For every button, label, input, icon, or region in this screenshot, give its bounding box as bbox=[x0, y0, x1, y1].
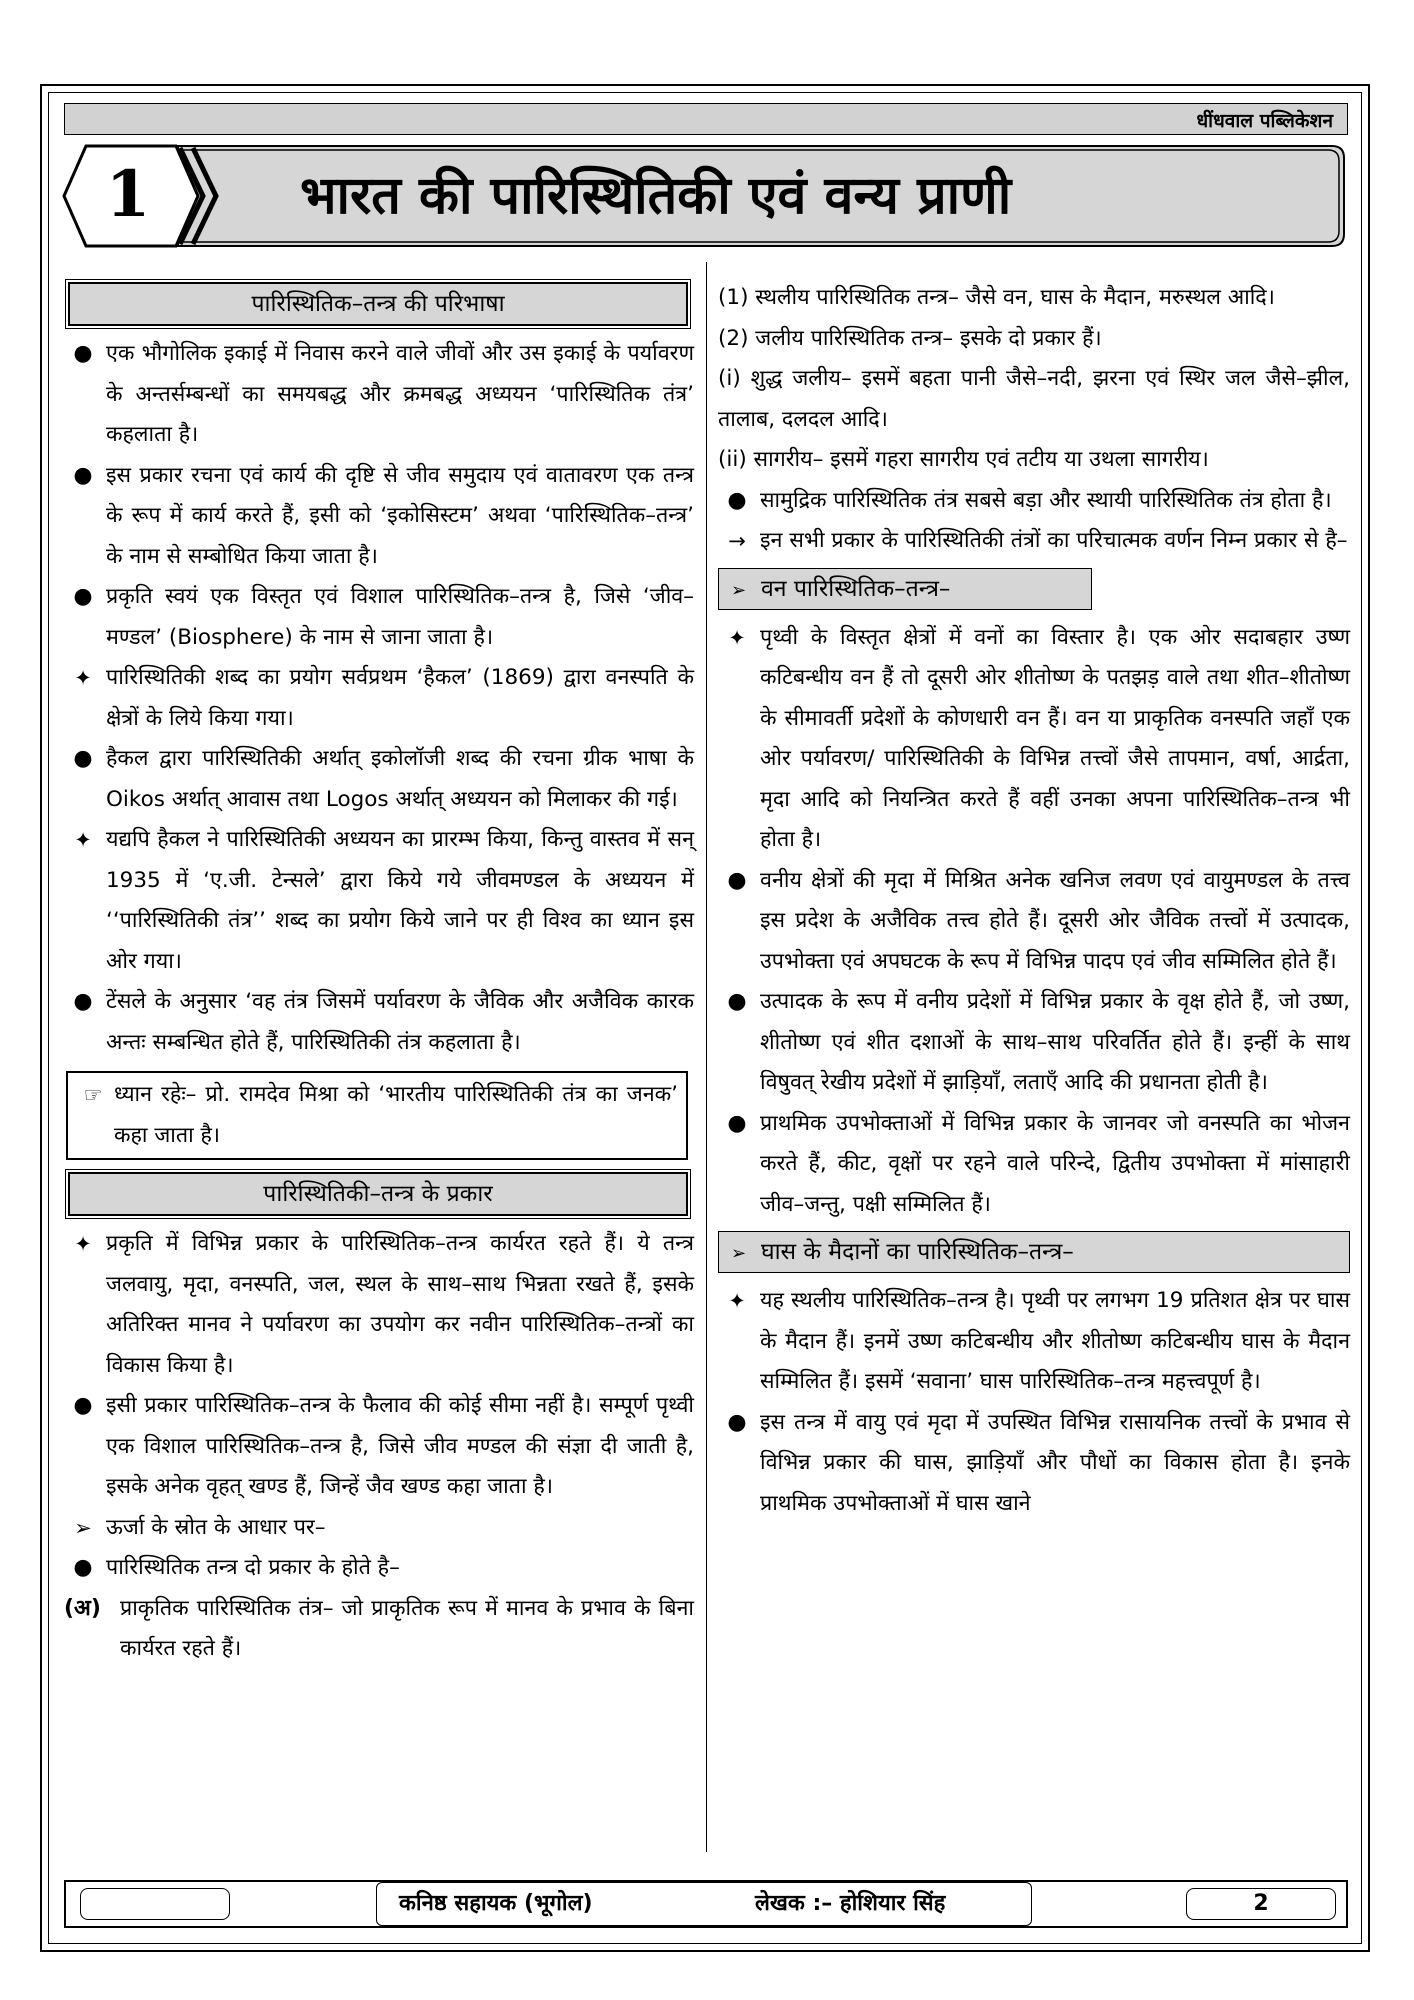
publisher-header-bar bbox=[64, 103, 1348, 135]
list-item: ● इस प्रकार रचना एवं कार्य की दृष्टि से जीव समुदाय एवं वातावरण एक तन्त्र के रूप में कार्य करते हैं, इसी को ‘इकोसिस्टम’ अथवा ‘पारिस्थितिक–तन्त्र’ के नाम से सम्बोधित किया जाता है। bbox=[64, 456, 694, 578]
bullet-icon: ● bbox=[73, 1393, 93, 1418]
list-item: ● इसी प्रकार पारिस्थितिक–तन्त्र के फैलाव की कोई सीमा नहीं है। सम्पूर्ण पृथ्वी एक विशाल पारिस्थितिक–तन्त्र है, जिसे जीव मण्डल की संज्ञा दी जाती है, इसके अनेक वृहत् खण्ड हैं, जिन्हें जैव खण्ड कहा जाता है। bbox=[64, 1386, 694, 1508]
page-number: 2 bbox=[1186, 1888, 1336, 1920]
item-label: (अ) bbox=[64, 1595, 101, 1621]
footer-course: कनिष्ठ सहायक (भूगोल) bbox=[399, 1891, 593, 1916]
bullet-icon: ● bbox=[73, 746, 93, 771]
pointing-hand-icon: ☞ bbox=[83, 1083, 103, 1107]
list-item: ● वनीय क्षेत्रों की मृदा में मिश्रित अनेक खनिज लवण एवं वायुमण्डल के तत्त्व इस प्रदेश के अजैविक तत्त्व होते हैं। दूसरी ओर जैविक तत्त्वों में उत्पादक, उपभोक्ता एवं अपघटक के रूप में विभिन्न पादप एवं जीव सम्मिलित होते हैं। bbox=[718, 861, 1350, 983]
bullet-icon: ● bbox=[73, 462, 93, 488]
bullet-icon: ● bbox=[727, 1110, 747, 1136]
bullet-icon: ● bbox=[73, 989, 93, 1014]
star-bullet-icon: ✦ bbox=[74, 666, 92, 690]
list-item: ✦ पारिस्थितिकी शब्द का प्रयोग सर्वप्रथम ‘हैकल’ (1869) द्वारा वनस्पति के क्षेत्रों के लिये किया गया। bbox=[64, 658, 694, 739]
column-divider bbox=[706, 262, 707, 1852]
paragraph: (1) स्थलीय पारिस्थितिक तन्त्र– जैसे वन, घास के मैदान, मरुस्थल आदि। bbox=[718, 285, 1275, 310]
arrowhead-icon: ➢ bbox=[731, 579, 747, 601]
star-bullet-icon: ✦ bbox=[74, 828, 92, 852]
list-item: ➢ ऊर्जा के स्रोत के आधार पर– bbox=[64, 1508, 694, 1549]
list-item: ✦ प्रकृति में विभिन्न प्रकार के पारिस्थितिक–तन्त्र कार्यरत रहते हैं। ये तन्त्र जलवायु, मृदा, वनस्पति, जल, स्थल के साथ–साथ भिन्नता रखते हैं, इसके अतिरिक्त मानव ने पर्यावरण का उपयोग कर नवीन पारिस्थितिक–तन्त्रों का विकास किया है। bbox=[64, 1224, 694, 1386]
footer-author: लेखक :– होशियार सिंह bbox=[755, 1891, 946, 1916]
list-item: ● टेंसले के अनुसार ‘वह तंत्र जिसमें पर्यावरण के जैविक और अजैविक कारक अन्तः सम्बन्धित होते हैं, पारिस्थितिकी तंत्र कहलाता है। bbox=[64, 982, 694, 1063]
bullet-icon: ● bbox=[73, 584, 93, 609]
subheading-forest-ecosystem: ➢ वन पारिस्थितिक–तन्त्र– bbox=[718, 568, 1092, 610]
chapter-number: 1 bbox=[105, 157, 151, 232]
star-bullet-icon: ✦ bbox=[728, 1289, 746, 1313]
footer-course-author bbox=[376, 1882, 1032, 1926]
bullet-icon: ● bbox=[727, 867, 747, 893]
arrowhead-icon: ➢ bbox=[731, 1243, 747, 1264]
list-item: ● एक भौगोलिक इकाई में निवास करने वाले जीवों और उस इकाई के पर्यावरण के अन्तर्सम्बन्धों का समयबद्ध और क्रमबद्ध अध्ययन ‘पारिस्थितिक तंत्र’ कहलाता है। bbox=[64, 334, 694, 456]
arrow-right-icon: → bbox=[728, 529, 746, 553]
list-item: (अ) प्राकृतिक पारिस्थितिक तंत्र– जो प्राकृतिक रूप में मानव के प्रभाव के बिना कार्यरत रहते हैं। bbox=[64, 1589, 694, 1670]
publisher-name: धींधवाल पब्लिकेशन bbox=[1196, 110, 1333, 132]
list-item: ● सामुद्रिक पारिस्थितिक तंत्र सबसे बड़ा और स्थायी पारिस्थितिक तंत्र होता है। bbox=[718, 481, 1350, 522]
list-item: ● उत्पादक के रूप में वनीय प्रदेशों में विभिन्न प्रकार के वृक्ष होते हैं, जो उष्ण, शीतोष्ण एवं शीत दशाओं के साथ–साथ परिवर्तित होते हैं। इन्हीं के साथ विषुवत् रेखीय प्रदेशों में झाड़ियाँ, लताएँ आदि की प्रधानता होती है। bbox=[718, 982, 1350, 1104]
paragraph: (2) जलीय पारिस्थितिक तन्त्र– इसके दो प्रकार हैं। bbox=[718, 325, 1102, 351]
bullet-icon: ● bbox=[73, 1555, 93, 1580]
bullet-icon: ● bbox=[73, 341, 93, 366]
section-heading-definition: पारिस्थितिक–तन्त्र की परिभाषा bbox=[68, 282, 688, 326]
footer-empty-box bbox=[80, 1888, 230, 1920]
list-item: ✦ यद्यपि हैकल ने पारिस्थितिकी अध्ययन का प्रारम्भ किया, किन्तु वास्तव में सन् 1935 में ‘ए.जी. टेन्सले’ द्वारा किये गये जीवमण्डल के अध्ययन में ‘‘पारिस्थितिकी तंत्र’’ शब्द का प्रयोग किये जाने पर ही विश्व का ध्यान इस ओर गया। bbox=[64, 820, 694, 982]
list-item: ● हैकल द्वारा पारिस्थितिकी अर्थात् इकोलॉजी शब्द की रचना ग्रीक भाषा के Oikos अर्थात् आवास तथा Logos अर्थात् अध्ययन को मिलाकर की गई। bbox=[64, 739, 694, 820]
bullet-icon: ● bbox=[727, 1409, 747, 1435]
list-item: ● प्राथमिक उपभोक्ताओं में विभिन्न प्रकार के जानवर जो वनस्पति का भोजन करते हैं, कीट, वृक्षों पर रहने वाले परिन्दे, द्वितीय उपभोक्ता में मांसाहारी जीव–जन्तु, पक्षी सम्मिलित हैं। bbox=[718, 1104, 1350, 1226]
list-item: ✦ यह स्थलीय पारिस्थितिक–तन्त्र है। पृथ्वी पर लगभग 19 प्रतिशत क्षेत्र पर घास के मैदान हैं। इनमें उष्ण कटिबन्धीय और शीतोष्ण कटिबन्धीय घास के मैदान सम्मिलित हैं। इसमें ‘सवाना’ घास पारिस्थितिक–तन्त्र महत्त्वपूर्ण है। bbox=[718, 1281, 1350, 1403]
bullet-icon: ● bbox=[727, 989, 747, 1014]
chapter-title: भारत की पारिस्थितिकी एवं वन्य प्राणी bbox=[300, 166, 1012, 226]
section-heading-types: पारिस्थितिकी–तन्त्र के प्रकार bbox=[68, 1172, 688, 1216]
paragraph: (ii) सागरीय– इसमें गहरा सागरीय एवं तटीय या उथला सागरीय। bbox=[718, 447, 1209, 472]
star-bullet-icon: ✦ bbox=[74, 1232, 92, 1256]
note-box bbox=[66, 1071, 688, 1160]
paragraph: (i) शुद्ध जलीय– इसमें बहता पानी जैसे–नदी, झरना एवं स्थिर जल जैसे–झील, तालाब, दलदल आदि। bbox=[718, 366, 1350, 432]
note-text: ☞ ध्यान रहेः– प्रो. रामदेव मिश्रा को ‘भारतीय पारिस्थितिकी तंत्र का जनक’ कहा जाता है। bbox=[74, 1075, 678, 1156]
list-item: ● इस तन्त्र में वायु एवं मृदा में उपस्थित विभिन्न रासायनिक तत्त्वों के प्रभाव से विभिन्न प्रकार की घास, झाड़ियाँ और पौधों का विकास होता है। इनके प्राथमिक उपभोक्ताओं में घास खाने bbox=[718, 1403, 1350, 1525]
left-column bbox=[64, 278, 694, 1670]
star-bullet-icon: ✦ bbox=[728, 625, 746, 650]
list-item: → इन सभी प्रकार के पारिस्थितिकी तंत्रों का परिचात्मक वर्णन निम्न प्रकार से है– bbox=[718, 521, 1350, 562]
list-item: ● पारिस्थितिक तन्त्र दो प्रकार के होते है– bbox=[64, 1548, 694, 1589]
bullet-icon: ● bbox=[727, 487, 747, 513]
list-item: ✦ पृथ्वी के विस्तृत क्षेत्रों में वनों का विस्तार है। एक ओर सदाबहार उष्ण कटिबन्धीय वन हैं तो दूसरी ओर शीतोष्ण के पतझड़ वाले तथा शीत–शीतोष्ण के सीमावर्ती प्रदेशों के कोणधारी वन हैं। वन या प्राकृतिक वनस्पति जहाँ एक ओर पर्यावरण/ पारिस्थितिकी के विभिन्न तत्त्वों जैसे तापमान, वर्षा, आर्द्रता, मृदा आदि को नियन्त्रित करते हैं वहीं उनका अपना पारिस्थितिक–तन्त्र भी होता है। bbox=[718, 618, 1350, 861]
right-column bbox=[718, 278, 1350, 1524]
list-item: ● प्रकृति स्वयं एक विस्तृत एवं विशाल पारिस्थितिक–तन्त्र है, जिसे ‘जीव–मण्डल’ (Biosphere) के नाम से जाना जाता है। bbox=[64, 577, 694, 658]
subheading-grassland-ecosystem: ➢ घास के मैदानों का पारिस्थितिक–तन्त्र– bbox=[718, 1231, 1350, 1273]
arrowhead-icon: ➢ bbox=[74, 1515, 92, 1540]
